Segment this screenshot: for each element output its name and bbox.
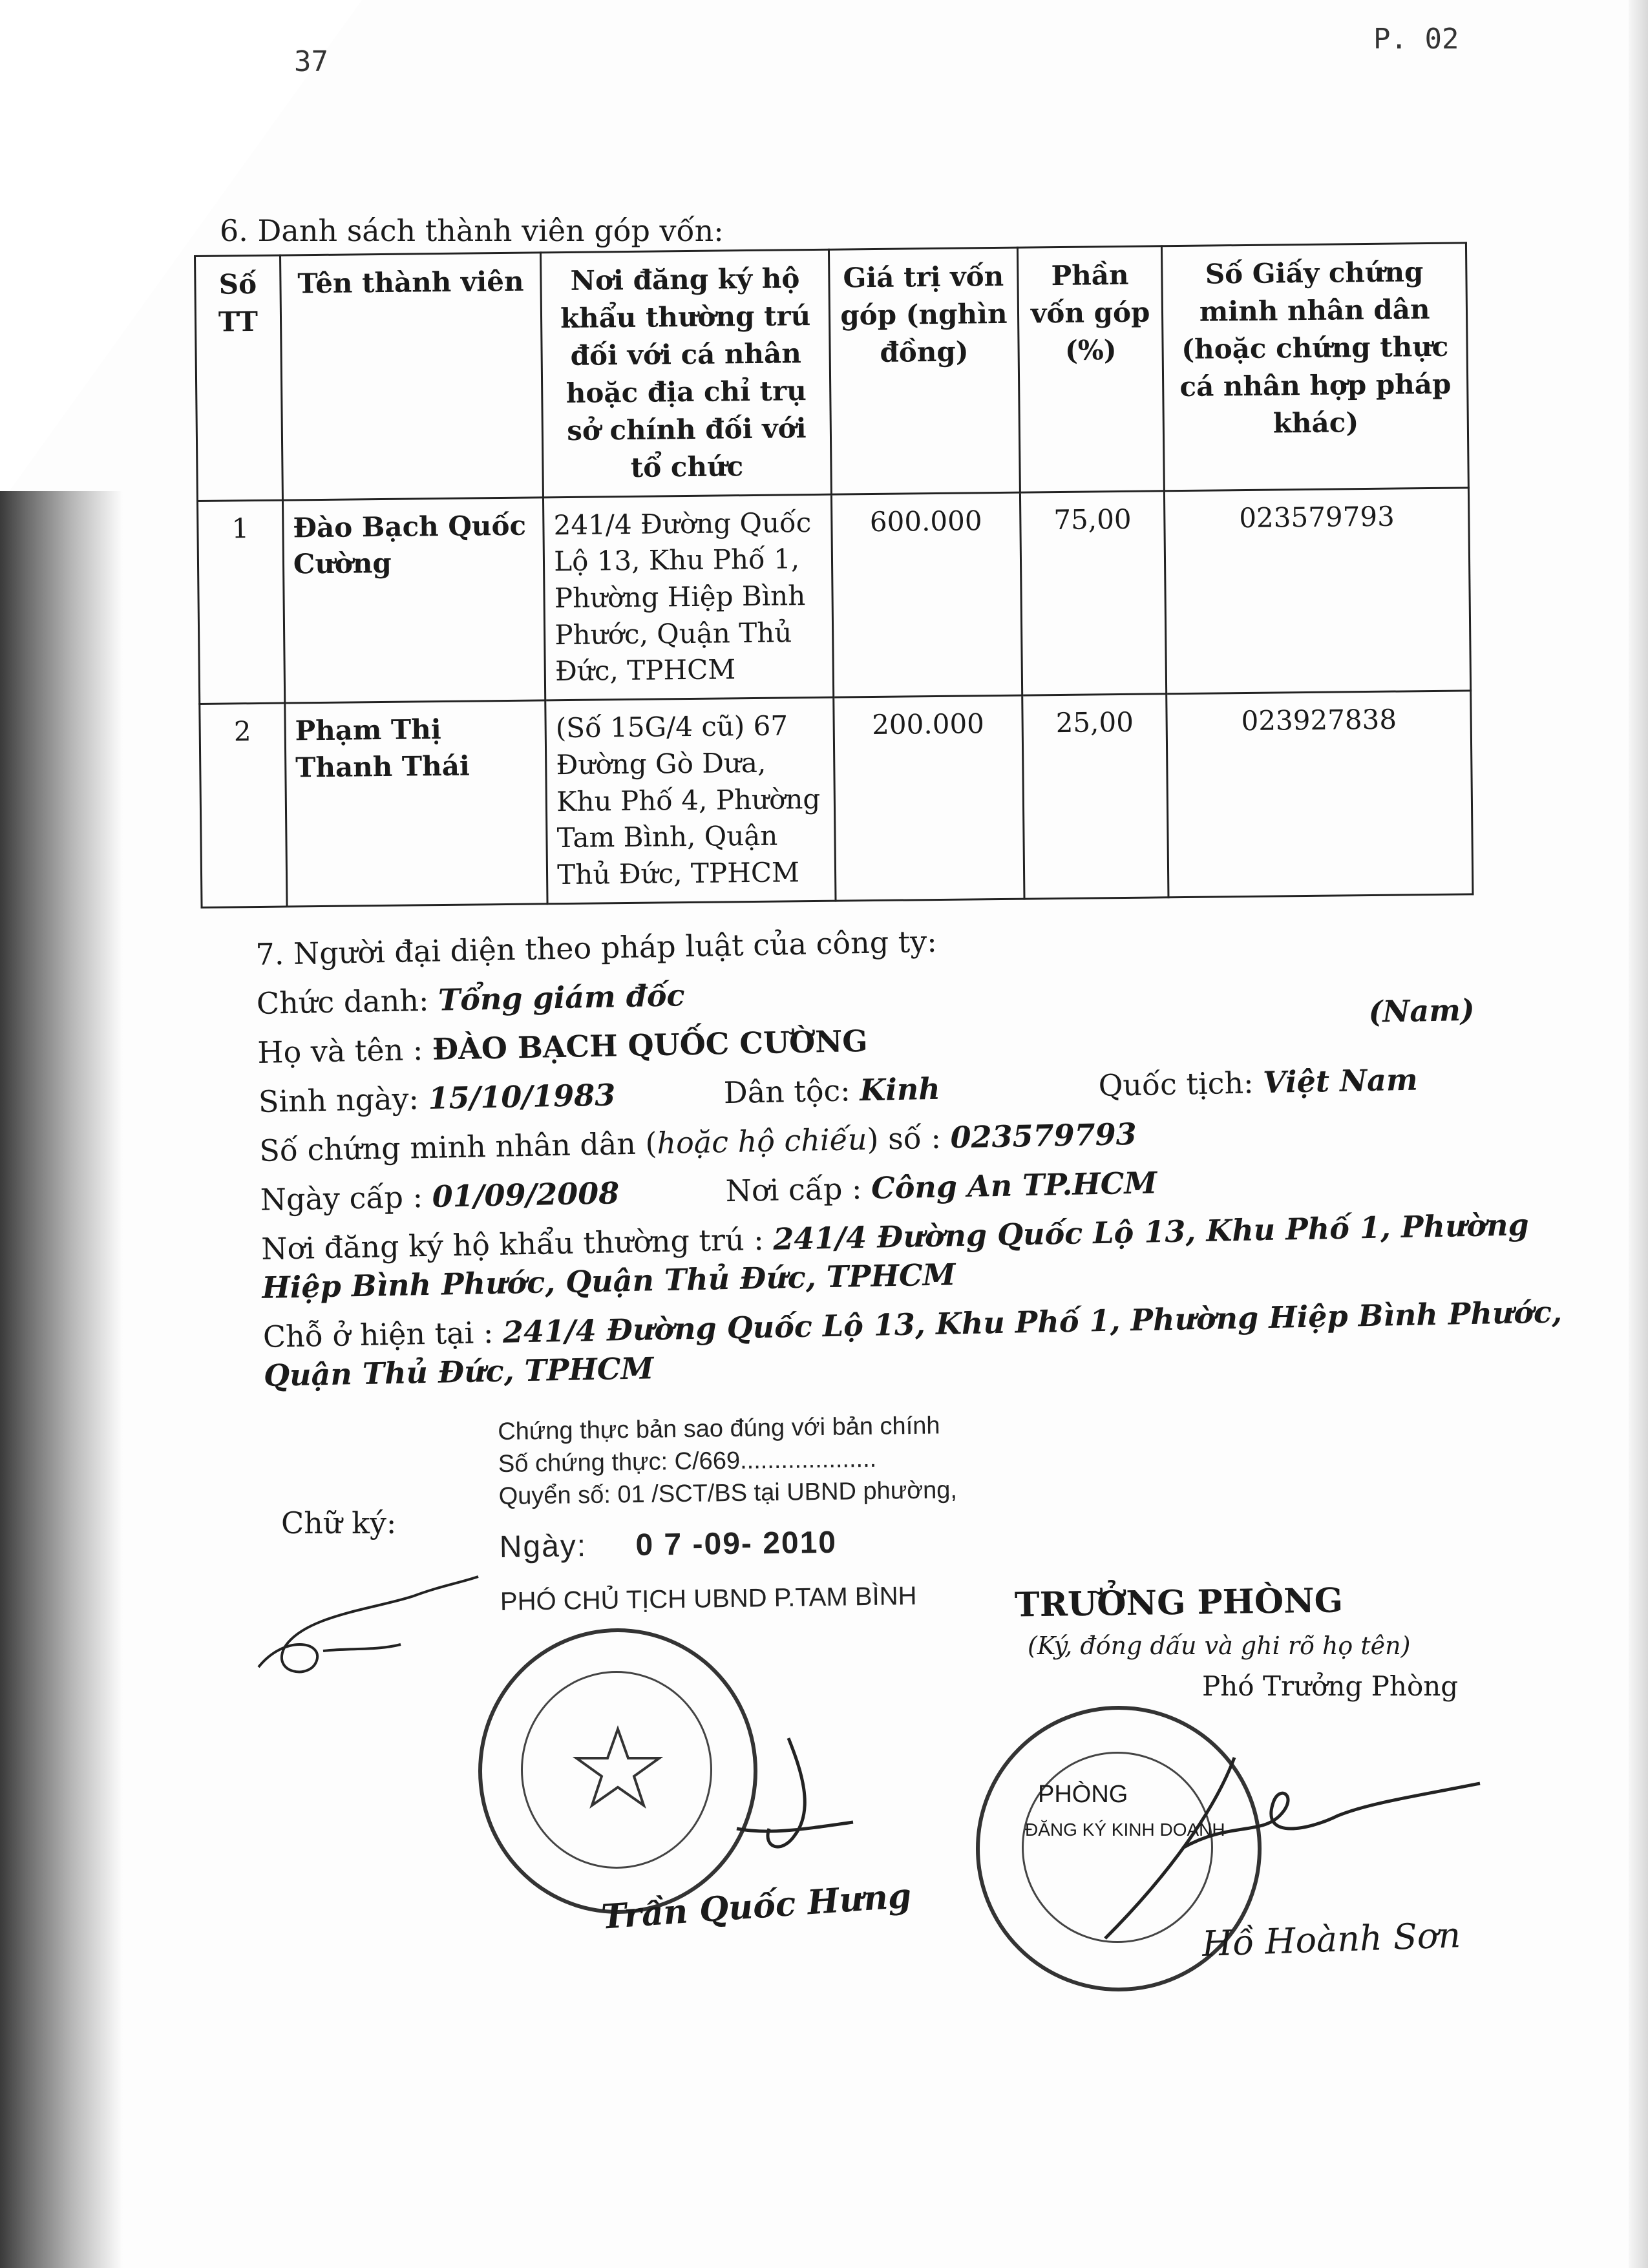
id-label-start: Số chứng minh nhân dân ( <box>259 1126 657 1168</box>
seal-word: PHÒNG <box>1038 1781 1128 1808</box>
current-value-1: 241/4 Đường Quốc Lộ 13, Khu Phố 1, Phường Hiệp Bình Phước, <box>502 1294 1563 1350</box>
cert-official: PHÓ CHỦ TỊCH UBND P.TAM BÌNH <box>500 1581 917 1616</box>
header-name: Tên thành viên <box>280 253 543 500</box>
section-7-title: 7. Người đại diện theo pháp luật của công ty: <box>255 923 938 972</box>
issue-place-group <box>725 1165 1157 1208</box>
ward-signer-name: Trần Quốc Hưng <box>600 1876 913 1937</box>
row-id: 023579793 <box>1165 488 1471 694</box>
header-percent: Phần vốn góp (%) <box>1017 246 1165 492</box>
current-label: Chỗ ở hiện tại : <box>262 1315 494 1354</box>
section-6-title: 6. Danh sách thành viên góp vốn: <box>220 213 724 248</box>
row-value: 600.000 <box>831 492 1022 697</box>
position-label: Chức danh: <box>256 982 429 1021</box>
header-stt: Số TT <box>195 255 283 501</box>
star-emblem <box>573 1723 663 1813</box>
legal-representative-section <box>255 914 1563 1407</box>
cert-line-2: Số chứng thực: C/669.................... <box>498 1445 877 1478</box>
cert-date <box>499 1523 958 1581</box>
dob-label: Sinh ngày: <box>258 1081 419 1119</box>
gender-value: (Nam) <box>1368 992 1475 1029</box>
nationality-label: Quốc tịch: <box>1098 1065 1254 1103</box>
ethnic-value: Kinh <box>859 1071 941 1108</box>
header-id: Số Giấy chứng minh nhân dân (hoặc chứng thực cá nhân hợp pháp khác) <box>1162 243 1469 491</box>
row-name: Phạm Thị Thanh Thái <box>285 700 548 907</box>
department-vice-title: Phó Trưởng Phòng <box>1202 1670 1459 1702</box>
issue-date-value: 01/09/2008 <box>432 1175 620 1214</box>
table-row <box>200 691 1473 907</box>
cert-line-1: Chứng thực bản sao đúng với bản chính <box>498 1412 940 1445</box>
row-stt: 2 <box>200 703 287 907</box>
scan-shadow <box>0 491 123 2268</box>
issue-place-label: Nơi cấp : <box>725 1171 862 1209</box>
dob-value: 15/10/1983 <box>428 1077 616 1116</box>
id-label-italic: hoặc hộ chiếu <box>656 1121 867 1161</box>
table-row <box>197 488 1470 704</box>
row-address: (Số 15G/4 cũ) 67 Đường Gò Dưa, Khu Phố 4, Phường Tam Bình, Quận Thủ Đức, TPHCM <box>545 697 836 903</box>
residence-value-1: 241/4 Đường Quốc Lộ 13, Khu Phố 1, Phường <box>772 1207 1530 1257</box>
fax-page-number: P. 02 <box>1373 23 1459 56</box>
table-header-row <box>195 243 1469 501</box>
row-name: Đào Bạch Quốc Cường <box>282 498 545 704</box>
name-label: Họ và tên : <box>257 1032 423 1070</box>
position-value: Tổng giám đốc <box>438 978 685 1018</box>
fax-number: 37 <box>294 45 328 78</box>
department-note: (Ký, đóng dấu và ghi rõ họ tên) <box>1028 1632 1411 1660</box>
official-signature <box>711 1732 866 1874</box>
row-stt: 1 <box>197 500 284 704</box>
header-address: Nơi đăng ký hộ khẩu thường trú đối với cá nhân hoặc địa chỉ trụ sở chính đối với tổ chức <box>541 249 832 497</box>
residence-value-2: Hiệp Bình Phước, Quận Thủ Đức, TPHCM <box>261 1257 956 1305</box>
issue-date-label: Ngày cấp : <box>260 1179 423 1217</box>
scan-edge <box>1629 0 1648 2268</box>
current-value-2: Quận Thủ Đức, TPHCM <box>263 1350 654 1393</box>
department-signer-name: Hồ Hoành Sơn <box>1201 1915 1462 1964</box>
nationality-value: Việt Nam <box>1262 1062 1419 1100</box>
row-value: 200.000 <box>834 695 1024 900</box>
signature-label: Chữ ký: <box>281 1506 397 1540</box>
cert-date-value: 0 7 -09- 2010 <box>635 1525 838 1563</box>
row-address: 241/4 Đường Quốc Lộ 13, Khu Phố 1, Phường Hiệp Bình Phước, Quận Thủ Đức, TPHCM <box>544 494 834 700</box>
representative-signature <box>246 1538 517 1693</box>
cert-date-label: Ngày: <box>499 1529 587 1564</box>
issue-place-value: Công An TP.HCM <box>871 1165 1157 1206</box>
cert-line-3: Quyển số: 01 /SCT/BS tại UBND phường, <box>498 1476 958 1510</box>
certification-stamp <box>498 1412 959 1620</box>
department-title: TRƯỞNG PHÒNG <box>1014 1580 1344 1625</box>
nationality-group <box>1098 1062 1418 1103</box>
residence-label: Nơi đăng ký hộ khẩu thường trú : <box>260 1221 765 1266</box>
row-id: 023927838 <box>1167 691 1473 897</box>
ethnic-group <box>723 1071 940 1110</box>
row-percent: 25,00 <box>1022 694 1169 899</box>
id-value: 023579793 <box>950 1116 1137 1155</box>
members-table <box>194 242 1474 908</box>
seal-word-2: ĐĂNG KÝ KINH DOANH <box>1025 1820 1225 1840</box>
id-label-end: ) số : <box>866 1120 942 1157</box>
name-value: ĐÀO BẠCH QUỐC CƯỜNG <box>432 1023 868 1067</box>
ethnic-label: Dân tộc: <box>723 1073 851 1111</box>
row-percent: 75,00 <box>1020 491 1167 696</box>
header-value: Giá trị vốn góp (nghìn đồng) <box>829 247 1020 494</box>
